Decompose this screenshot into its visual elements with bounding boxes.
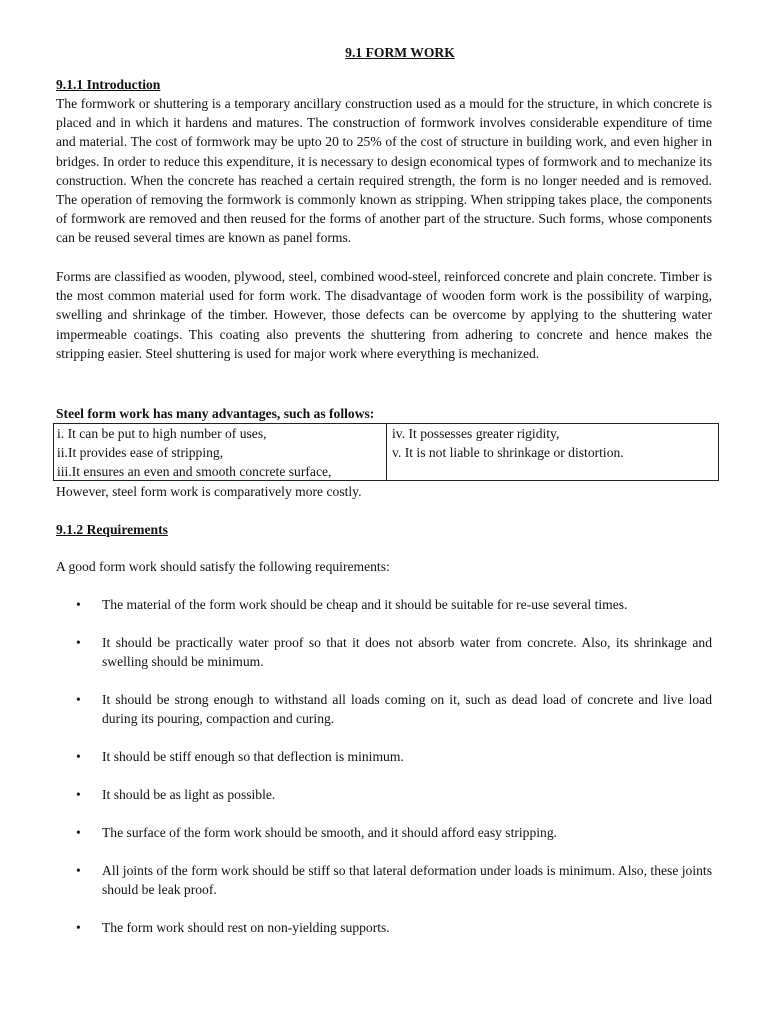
bullet-icon: •: [76, 787, 81, 802]
requirement-text: The material of the form work should be cheap and it should be suitable for re-use several times.: [102, 597, 628, 612]
requirement-text: The form work should rest on non-yielding supports.: [102, 920, 390, 935]
requirement-text: The surface of the form work should be smooth, and it should afford easy stripping.: [102, 825, 558, 840]
table-column-divider: [386, 424, 387, 480]
bullet-icon: •: [76, 920, 81, 935]
bullet-icon: •: [76, 692, 81, 707]
advantage-item: ii.It provides ease of stripping,: [57, 445, 224, 460]
advantage-item: i. It can be put to high number of uses,: [57, 426, 267, 441]
advantages-heading: Steel form work has many advantages, such as follows:: [56, 406, 375, 421]
advantage-item: iv. It possesses greater rigidity,: [392, 426, 560, 441]
requirement-text: It should be practically water proof so that it does not absorb water from concrete. Also, its shrinkage and swelling should be minimum.: [102, 635, 712, 670]
page-title: 9.1 FORM WORK: [345, 45, 455, 60]
bullet-icon: •: [76, 863, 81, 878]
bullet-icon: •: [76, 635, 81, 650]
bullet-icon: •: [76, 825, 81, 840]
advantages-note: However, steel form work is comparatively more costly.: [56, 484, 362, 499]
intro-paragraph-1: The formwork or shuttering is a temporary ancillary construction used as a mould for the structure, in which concrete is placed and in which it hardens and matures. The construction of formwork involves considerable expenditure of time and material. The cost of formwork may be upto 20 to 25% of the cost of structure in building work, and even higher in bridges. In order to reduce this expenditure, it is necessary to design economical types of formwork and to mechanize its construction. When the concrete has reached a certain required strength, the form is no longer needed and is removed. The operation of removing the formwork is commonly known as stripping. When stripping takes place, the components of formwork are removed and then reused for the forms of another part of the structure. Such forms, whose components can be reused several times are known as panel forms.: [56, 96, 712, 246]
intro-paragraph-2: Forms are classified as wooden, plywood, steel, combined wood-steel, reinforced concrete and plain concrete. Timber is the most common material used for form work. The disadvantage of wooden form work is the possibility of warping, swelling and shrinkage of the timber. However, those defects can be overcome by applying to the shuttering water impermeable coatings. This coating also prevents the shuttering from adhering to concrete and hence makes the stripping easier. Steel shuttering is used for major work where everything is mechanized.: [56, 269, 712, 361]
intro-heading: 9.1.1 Introduction: [56, 77, 161, 92]
advantages-table: [53, 423, 719, 481]
requirement-text: All joints of the form work should be stiff so that lateral deformation under loads is minimum. Also, these joints should be leak proof.: [102, 863, 712, 898]
bullet-icon: •: [76, 749, 81, 764]
requirement-text: It should be strong enough to withstand all loads coming on it, such as dead load of concrete and live load during its pouring, compaction and curing.: [102, 692, 712, 727]
requirements-intro: A good form work should satisfy the following requirements:: [56, 559, 390, 574]
advantage-item: iii.It ensures an even and smooth concrete surface,: [57, 464, 332, 479]
requirement-text: It should be stiff enough so that deflection is minimum.: [102, 749, 404, 764]
advantage-item: v. It is not liable to shrinkage or distortion.: [392, 445, 624, 460]
bullet-icon: •: [76, 597, 81, 612]
requirements-heading: 9.1.2 Requirements: [56, 522, 168, 537]
requirement-text: It should be as light as possible.: [102, 787, 276, 802]
